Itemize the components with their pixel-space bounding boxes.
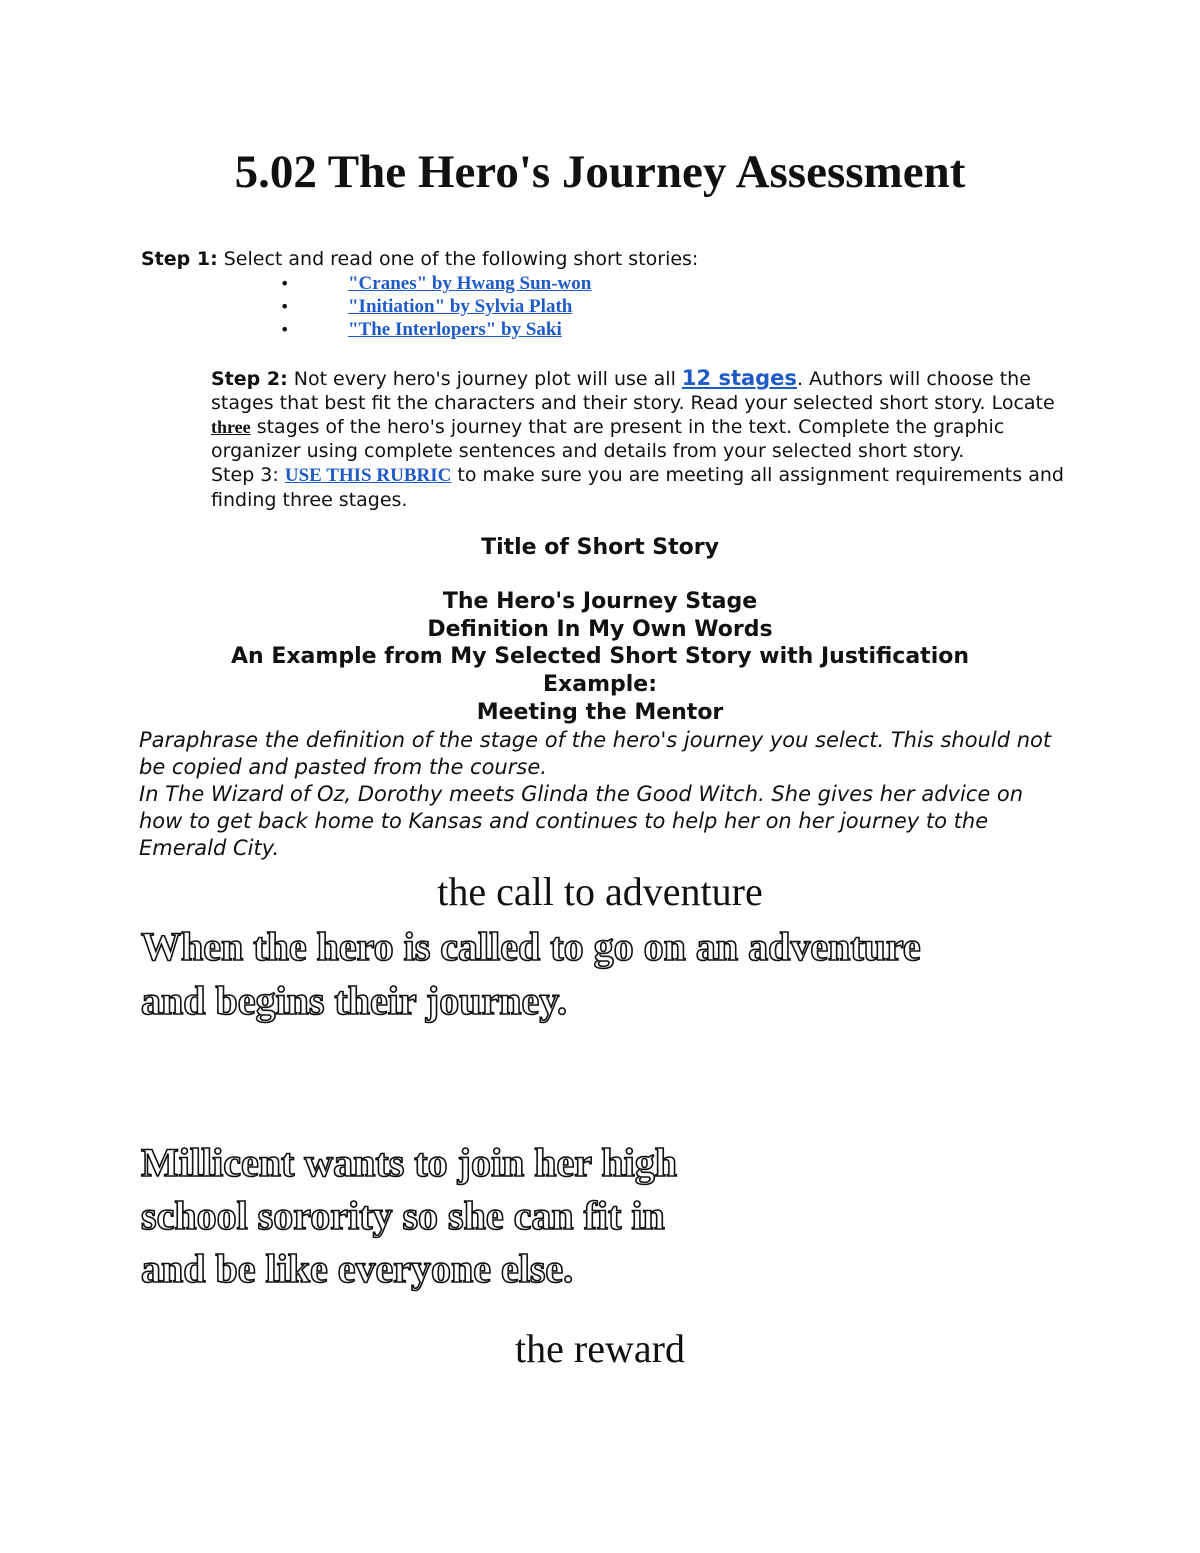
story-link-interlopers[interactable]: "The Interlopers" by Saki: [348, 319, 562, 340]
answer-stage-1-example-line-1: Millicent wants to join her high: [141, 1140, 677, 1185]
step-1-text: Select and read one of the following short stories:: [217, 248, 699, 270]
bullet-icon: •: [280, 274, 290, 293]
example-text-block: [139, 727, 1059, 862]
example-story: In The Wizard of Oz, Dorothy meets Glinda the Good Witch. She gives her advice on how to get back home to Kansas and continues to help her on her journey to the Emerald City.: [139, 782, 1024, 860]
stage-heading: The Hero's Journey Stage: [442, 589, 758, 614]
answer-stage-1-definition-line-2: and begins their journey.: [141, 978, 567, 1023]
list-item: [280, 295, 591, 318]
step-3-text: to make sure you are meeting all assignment requirements and finding three stages.: [211, 464, 1064, 511]
answer-stage-2-name: the reward: [515, 1326, 685, 1371]
rubric-link[interactable]: USE THIS RUBRIC: [284, 465, 452, 486]
example-heading: An Example from My Selected Short Story with Justification: [230, 644, 970, 669]
step-2-text-middle: . Authors will choose the stages that best fit the characters and their story. Read your selected short story. Locate: [211, 368, 1055, 414]
bullet-icon: •: [280, 297, 290, 316]
step-3-label: Step 3:: [211, 464, 285, 486]
three-emphasis: three: [211, 417, 251, 437]
step-2-label: Step 2:: [211, 368, 288, 390]
story-list: [280, 272, 591, 341]
answer-stage-1-example-line-2: school sorority so she can fit in: [141, 1193, 665, 1238]
step-3-instruction: [211, 463, 1081, 512]
step-1-instruction: [141, 247, 1091, 271]
answer-stage-1-example-line-3: and be like everyone else.: [141, 1246, 574, 1291]
step-2-3-instructions: [211, 366, 1081, 512]
answer-stage-1-name: the call to adventure: [437, 869, 763, 914]
story-link-initiation[interactable]: "Initiation" by Sylvia Plath: [348, 296, 573, 317]
step-2-text-start: Not every hero's journey plot will use all: [287, 368, 682, 390]
list-item: [280, 318, 591, 341]
step-1-label: Step 1:: [141, 248, 218, 270]
definition-heading: Definition In My Own Words: [427, 617, 773, 642]
example-stage-name: Meeting the Mentor: [476, 700, 724, 725]
example-label: Example:: [543, 672, 657, 697]
example-definition: Paraphrase the definition of the stage of the hero's journey you select. This should not be copied and pasted from the course.: [139, 728, 1052, 779]
list-item: [280, 272, 591, 295]
page-title: 5.02 The Hero's Journey Assessment: [234, 146, 966, 198]
bullet-icon: •: [280, 320, 290, 339]
story-link-cranes[interactable]: "Cranes" by Hwang Sun-won: [348, 273, 592, 294]
step-2-instruction: [211, 366, 1081, 463]
12-stages-link[interactable]: 12 stages: [681, 366, 797, 390]
answer-stage-1-definition-line-1: When the hero is called to go on an adventure: [141, 924, 921, 969]
title-of-short-story-heading: Title of Short Story: [481, 535, 719, 560]
step-2-text-end: stages of the hero's journey that are present in the text. Complete the graphic organizer using complete sentences and details from your selected short story.: [211, 416, 1005, 462]
